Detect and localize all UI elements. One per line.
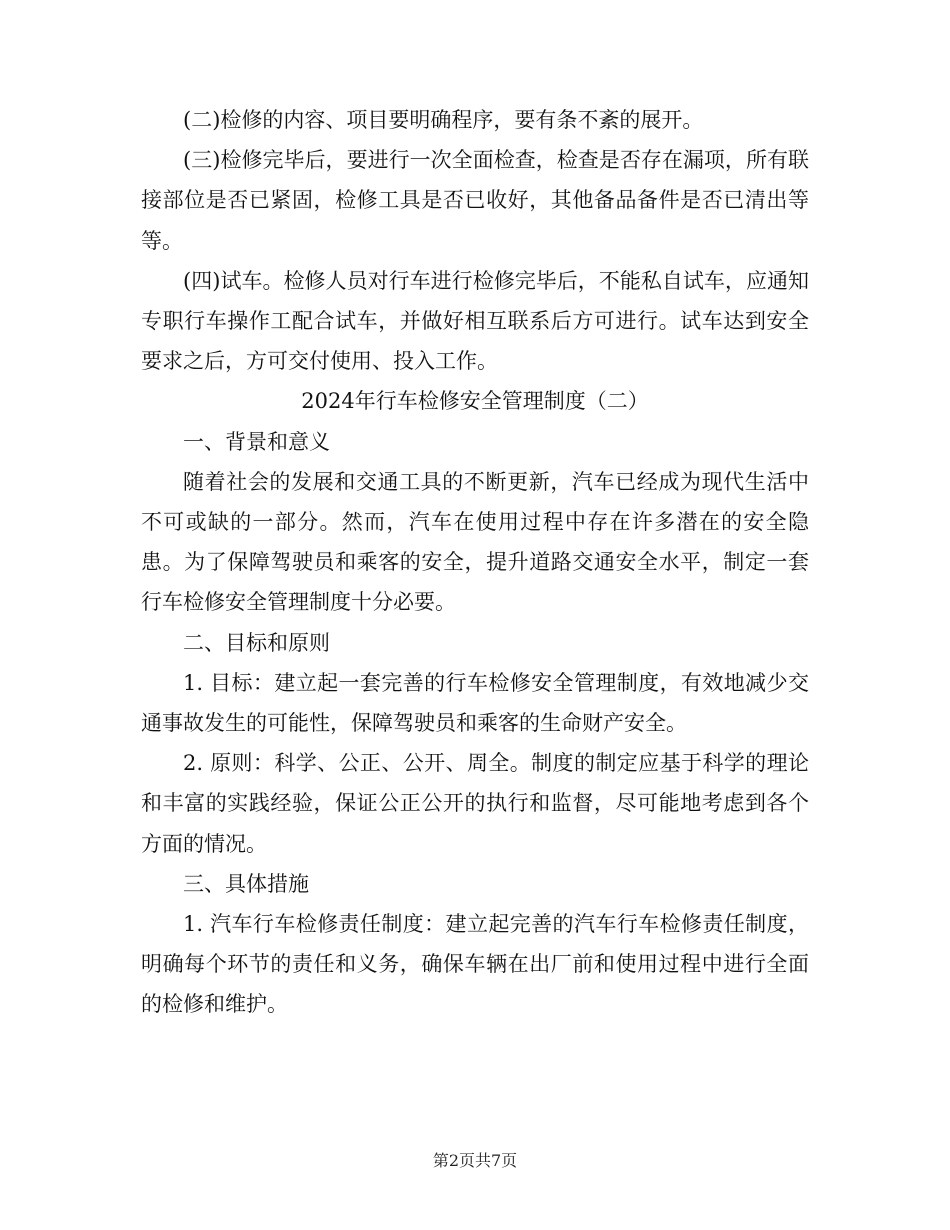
section-title: 2024年行车检修安全管理制度（二） [301, 389, 649, 414]
subheading-background: 一、背景和意义 [183, 429, 330, 454]
paragraph-background: 随着社会的发展和交通工具的不断更新，汽车已经成为现代生活中不可或缺的一部分。然而，汽车在使用过程中存在许多潜在的安全隐患。为了保障驾驶员和乘客的安全，提升道路交通安全水平，制定一套行车检修安全管理制度十分必要。 [141, 469, 809, 615]
paragraph-4: (四)试车。检修人员对行车进行检修完毕后，不能私自试车，应通知专职行车操作工配合试车，并做好相互联系后方可进行。试车达到安全要求之后，方可交付使用、投入工作。 [141, 268, 809, 374]
paragraph-principle: 2. 原则：科学、公正、公开、周全。制度的制定应基于科学的理论和丰富的实践经验，保证公正公开的执行和监督，尽可能地考虑到各个方面的情况。 [141, 751, 809, 856]
document-body [141, 100, 809, 1025]
paragraph-measure-1: 1. 汽车行车检修责任制度：建立起完善的汽车行车检修责任制度，明确每个环节的责任和义务，确保车辆在出厂前和使用过程中进行全面的检修和维护。 [141, 912, 809, 1017]
paragraph-2: (二)检修的内容、项目要明确程序，要有条不紊的展开。 [183, 108, 704, 132]
page-footer: 第2页共7页 [432, 1151, 518, 1170]
subheading-measures: 三、具体措施 [183, 871, 309, 896]
subheading-goals: 二、目标和原则 [183, 630, 330, 655]
paragraph-goal: 1. 目标：建立起一套完善的行车检修安全管理制度，有效地减少交通事故发生的可能性，保障驾驶员和乘客的生命财产安全。 [141, 670, 809, 736]
paragraph-3: (三)检修完毕后，要进行一次全面检查，检查是否存在漏项，所有联接部位是否已紧固，检修工具是否已收好，其他备品备件是否已清出等等。 [141, 148, 809, 253]
